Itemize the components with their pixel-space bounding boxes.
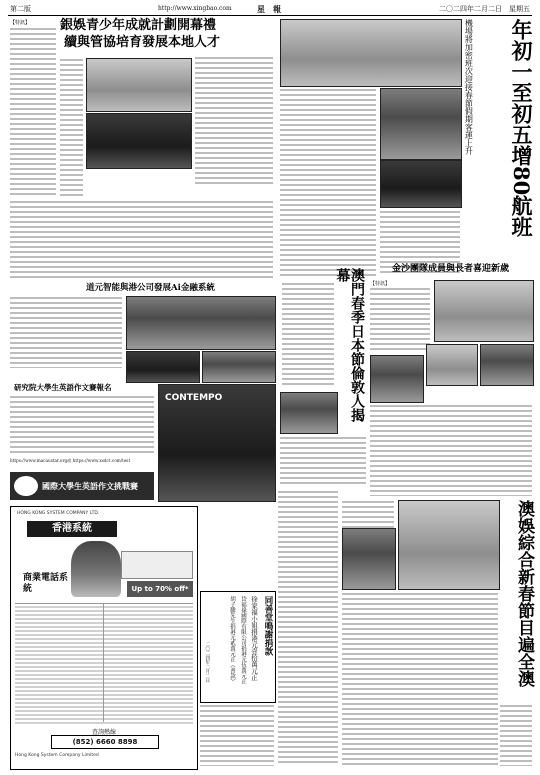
art6-photo [280,392,338,434]
art5-photo-3 [480,344,534,386]
art1-headline-1: 銀娛青少年成就計劃開幕禮 [60,18,217,33]
art5-tag: 【特訊】 [370,281,391,287]
art2-photo-2 [202,351,276,383]
charity-below-text [200,704,274,766]
ad-discount: Up to 70% off* [127,581,193,597]
art4-photo-hall [280,19,462,87]
paper-url[interactable]: http://www.xingbao.com [158,5,232,12]
ad-company-en: HONG KONG SYSTEM COMPANY LTD. [17,511,100,516]
weekday-text: 星期五 [509,5,530,13]
charity-line-1: 徐家福小姐捐港元壹拾萬元正 [250,596,258,681]
ad-hotline-label: 查詢熱線 [91,729,116,736]
charity-title: 同善堂鳴謝捐款 [263,596,273,656]
art4-photo-gate [380,160,462,208]
art3-banner-text: 國際大學生英語作文挑戰賽 [42,482,138,491]
ad-brand: 香港系統 [27,521,117,537]
ad-product: 商業電話系統 [23,573,69,594]
masthead [8,4,532,14]
art1-body-col1 [10,27,56,197]
ad-table-left [15,604,104,722]
art6-body-bottom [280,436,366,486]
issue-date [439,4,530,14]
art3-banner [10,472,154,500]
charity-notice [200,591,276,703]
art1-photo-group [86,58,192,112]
art1-tag: 【特訊】 [10,20,31,26]
art3-body [10,395,154,455]
masthead-rule [8,15,532,16]
ad-footer: Hong Kong System Company Limited [15,753,99,758]
art3-url[interactable]: https://www.macaustar.org或 https://www.xsdct.com/test [10,458,131,463]
art7-headline: 澳娛綜合新春節目遍全澳 [514,500,534,687]
art6-body-top [282,282,334,388]
art4-photo-counter [380,88,462,160]
charity-line-3: 胡子騰先生捐港元貳萬元正（善款） [229,596,235,684]
art2-headline: 道元智能與港公司發展Ai金融系統 [86,283,215,293]
art2-photo-signing [126,296,276,350]
ad-phone-image [121,551,193,579]
art6-headline: 澳門春季日本節倫敦人揭幕 [334,268,365,422]
charity-date: 二〇二四年二月二日 [204,642,210,683]
art1-photo-stage [86,113,192,169]
ad-model-photo [71,541,121,597]
art3-photo-stage [158,384,276,502]
art1-body-col3 [195,56,273,184]
art5-body-col1 [370,287,430,351]
page-number: 第二版 [10,5,31,13]
art3-headline: 研究院大學生英語作文賽報名 [14,383,112,392]
art5-photo-2 [426,344,478,386]
art1-body-bottom [10,200,273,278]
art5-headline: 金沙團隊成員與長者喜迎新歲 [392,264,510,274]
art5-body-bottom [370,404,532,496]
art7-photo-decor [398,500,500,590]
paper-title: 星 報 [257,4,281,14]
art2-photo-1 [126,351,200,383]
contest-logo-icon [14,476,38,496]
art4-headline: 年初一至初五增80航班 [509,19,534,238]
date-text: 二〇二四年二月二日 [439,5,502,13]
ad-hotline[interactable]: (852) 6660 8898 [51,735,159,749]
charity-line-2: 岱福祿國際有限公司捐港元伍萬元正 [240,596,246,684]
art1-headline-2: 續與管協培育發展本地人才 [64,35,221,50]
art1-body-col2 [60,58,83,198]
contempo-label: CONTEMPO [165,393,223,403]
art7-photo-2 [342,528,396,590]
art7-body-left [278,490,338,766]
art4-body-col1 [280,88,376,276]
ad-hk-system[interactable] [10,506,198,770]
art4-subhead: 機場將加密班次迎接春節假期客運上升 [464,19,474,155]
art7-body-col3 [500,704,532,766]
art5-photo-1 [370,355,424,403]
ad-price-table [15,603,193,724]
art2-body [10,296,122,368]
art7-body-col2 [342,592,498,766]
art5-photo-group [434,280,534,342]
